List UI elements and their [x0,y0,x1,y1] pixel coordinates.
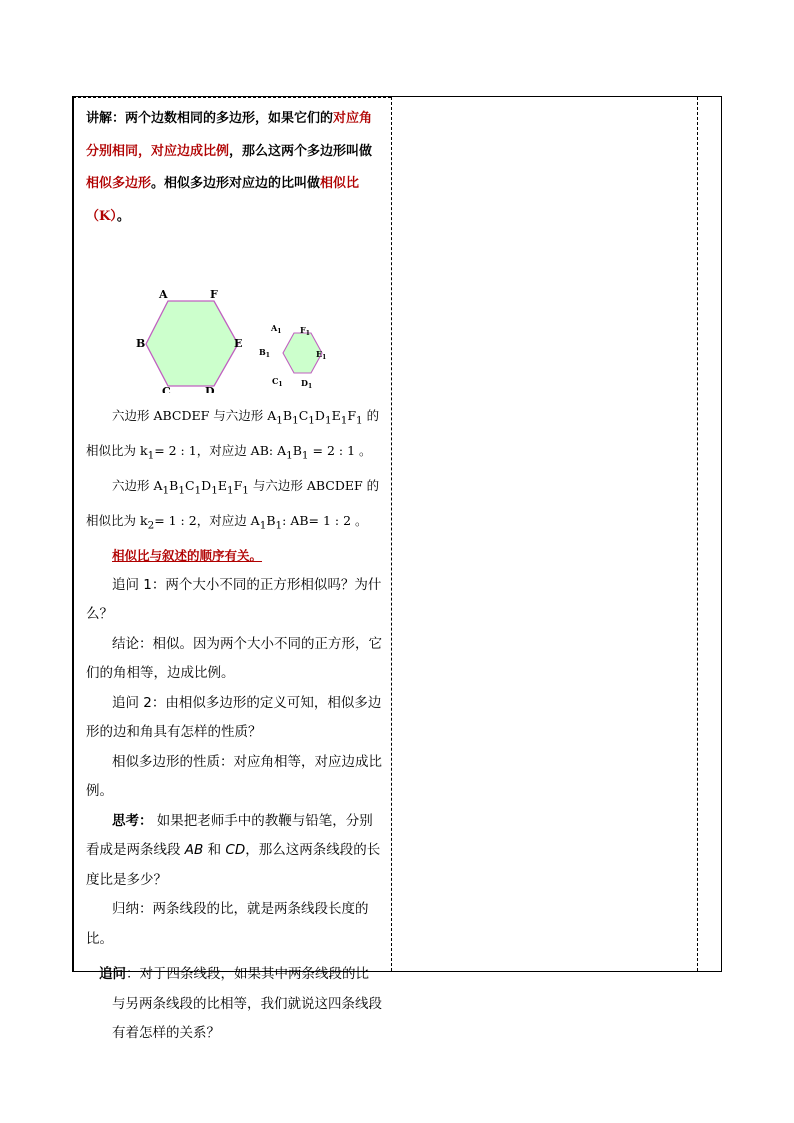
column-divider [391,97,392,971]
similar-hexagons-diagram [86,233,382,393]
order-note: 相似比与叙述的顺序有关。 [112,548,263,563]
vertex-label: $A_1$ [271,323,282,335]
question-1: 追问 1：两个大小不同的正方形相似吗？为什么？ [86,576,382,622]
vertex-label: $F_1$ [300,325,310,337]
column-divider [697,97,698,971]
vertex-label: A [159,288,168,301]
definition-text: 讲解：两个边数相同的多边形，如果它们的 [86,111,334,126]
example-paragraph-1: 六边形 ABCDEF 与六边形 $A_1B_1C_1D_1E_1F_1$ 的相似比为 $k_1= 2$ : 1，对应边 AB: $A_1B_1 = 2$ : 1 。 [86,408,380,462]
vertex-label: F [210,288,218,301]
definition-text: ，那么这两个多边形叫做 [229,143,373,159]
large-hexagon [146,301,238,386]
definition-term: 相似多边形 [86,176,152,191]
hexagon-figure [86,233,382,393]
row-divider [73,97,391,98]
example-paragraph-2: 六边形 $A_1B_1C_1D_1E_1F_1$ 与六边形 ABCDEF 的相似比为 $k_2= 1$ : 2，对应边 $A_1B_1$: AB= 1 : 2 。 [86,478,380,532]
vertex-label: $D_1$ [301,378,313,390]
vertex-label: $E_1$ [316,349,327,361]
vertex-label: B [136,337,146,350]
definition-paragraph [86,103,382,233]
main-content-cell [86,103,382,1049]
definition-term: 相似比（K） [86,176,360,224]
definition-text: 。 [116,208,130,224]
vertex-label: D [205,385,215,393]
summary-paragraph: 归纳：两条线段的比，就是两条线段长度的比。 [86,901,369,947]
table-border [73,97,74,971]
vertex-label: E [234,337,243,350]
definition-text: 。相似多边形对应边的比叫做 [151,176,321,191]
conclusion-2: 相似多边形的性质：对应角相等，对应边成比例。 [86,753,382,799]
vertex-label: $C_1$ [272,376,283,388]
vertex-label: $B_1$ [259,347,270,359]
question-2: 追问 2：由相似多边形的定义可知，相似多边形的边和角具有怎样的性质？ [86,694,382,740]
question-3: 追问：对于四条线段，如果其中两条线段的比与另两条线段的比相等，我们就说这四条线段有着怎样的关系？ [99,966,382,1041]
vertex-label: C [162,385,171,393]
lesson-table [72,96,722,1041]
conclusion-1: 结论：相似。因为两个大小不同的正方形，它们的角相等，边成比例。 [86,635,382,681]
think-paragraph: 思考： 如果把老师手中的教鞭与铅笔，分别看成是两条线段 AB 和 CD，那么这两条线段的长度比是多少？ [86,812,381,888]
definition-emphasis: 对应角分别相同，对应边成比例 [86,111,373,159]
